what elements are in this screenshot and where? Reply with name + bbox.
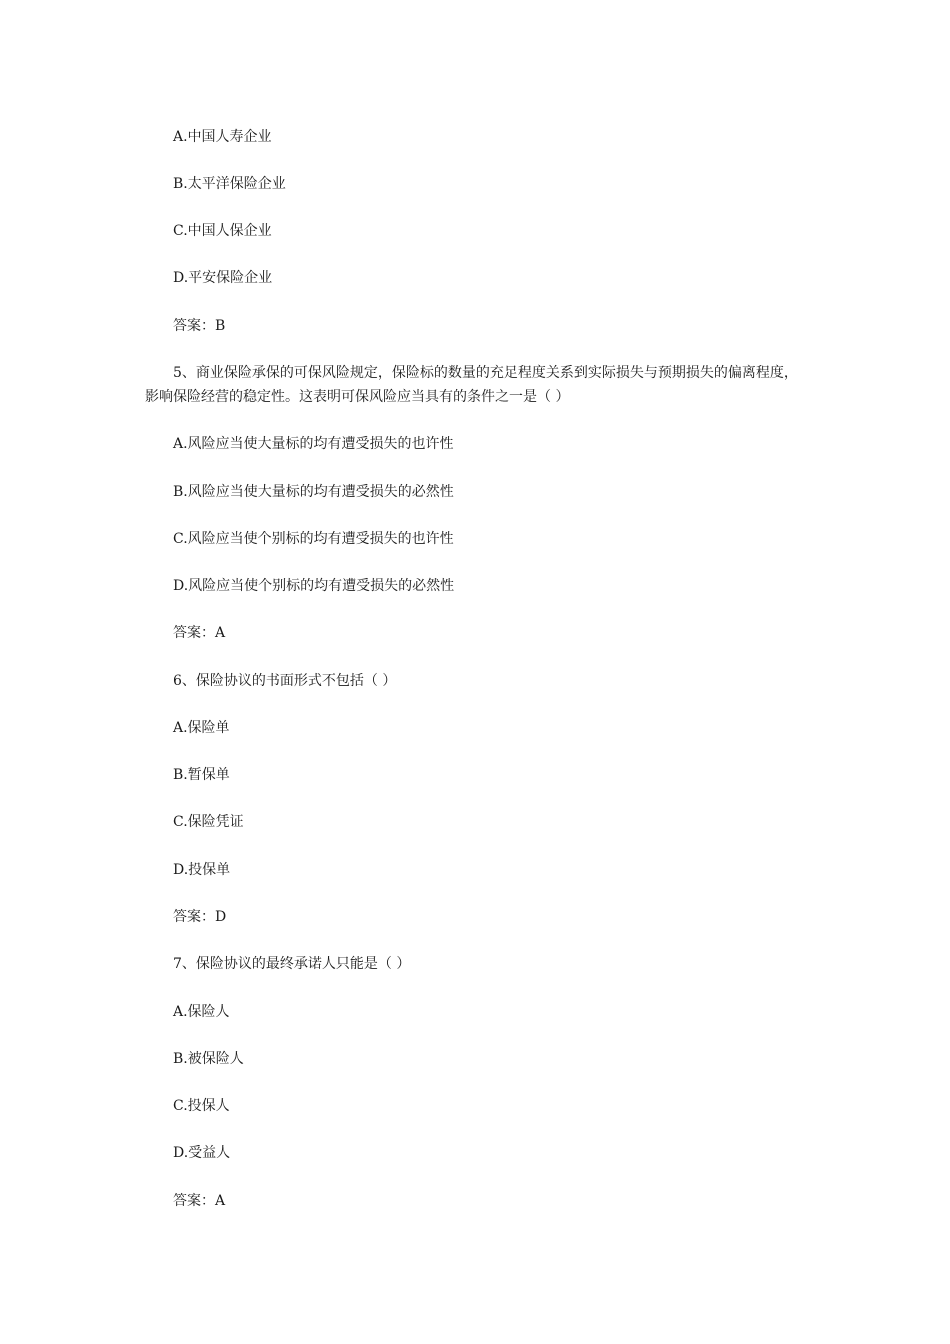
q4-option-d: D.平安保险企业 [173,270,273,286]
q7-option-c: C.投保人 [173,1098,230,1114]
q5-stem-line2: 影响保险经营的稳定性。这表明可保风险应当具有的条件之一是（ ） [145,389,570,405]
q7-option-d: D.受益人 [173,1145,231,1161]
q6-stem: 6、保险协议的书面形式不包括（ ） [173,673,397,689]
q4-option-c: C.中国人保企业 [173,223,272,239]
q4-option-b: B.太平洋保险企业 [173,176,286,192]
q7-stem: 7、保险协议的最终承诺人只能是（ ） [173,956,411,972]
q4-answer: 答案：B [173,318,226,334]
q6-option-a: A.保险单 [173,720,230,736]
q5-answer: 答案：A [173,625,226,641]
q7-answer: 答案：A [173,1193,226,1209]
q7-option-a: A.保险人 [173,1004,230,1020]
q5-option-b: B.风险应当使大量标的均有遭受损失的必然性 [173,484,454,500]
q6-option-d: D.投保单 [173,862,231,878]
q6-option-c: C.保险凭证 [173,814,244,830]
q5-option-a: A.风险应当使大量标的均有遭受损失的也许性 [173,436,454,452]
q5-option-d: D.风险应当使个别标的均有遭受损失的必然性 [173,578,455,594]
q4-option-a: A.中国人寿企业 [173,129,272,145]
q6-option-b: B.暂保单 [173,767,230,783]
q6-answer: 答案：D [173,909,227,925]
q7-option-b: B.被保险人 [173,1051,244,1067]
q5-stem-line1: 5、商业保险承保的可保风险规定，保险标的数量的充足程度关系到实际损失与预期损失的偏离程度， [173,365,798,381]
q5-option-c: C.风险应当使个别标的均有遭受损失的也许性 [173,531,454,547]
